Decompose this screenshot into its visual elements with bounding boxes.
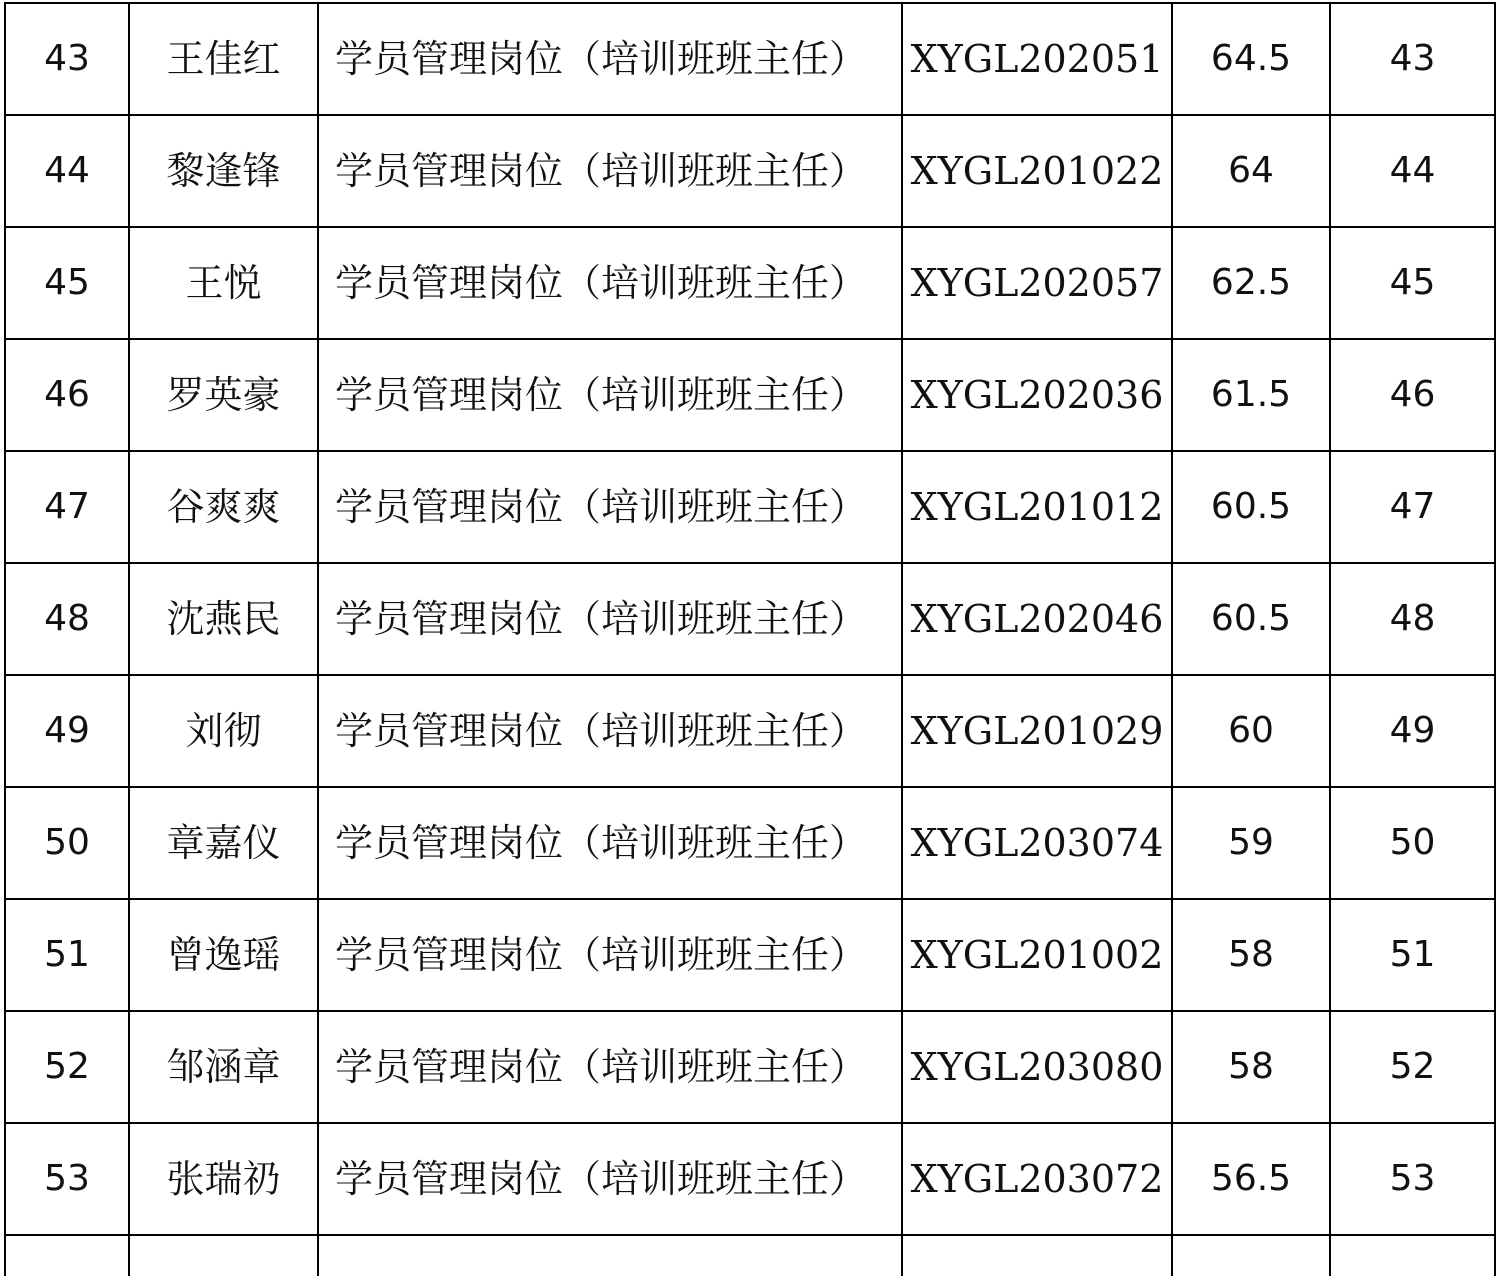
name-cell: 王佳红	[129, 3, 318, 115]
name-cell: 沈燕民	[129, 563, 318, 675]
table-row	[5, 899, 1495, 1011]
table-row	[5, 1123, 1495, 1235]
row-number-cell: 44	[5, 115, 129, 227]
score-cell: 61.5	[1172, 339, 1330, 451]
row-number-cell: 46	[5, 339, 129, 451]
empty-cell	[902, 1235, 1172, 1276]
empty-cell	[5, 1235, 129, 1276]
row-number-cell: 52	[5, 1011, 129, 1123]
exam-code-cell: XYGL201002	[902, 899, 1172, 1011]
rank-cell: 43	[1330, 3, 1495, 115]
exam-code-cell: XYGL201022	[902, 115, 1172, 227]
empty-cell	[1330, 1235, 1495, 1276]
name-cell: 刘彻	[129, 675, 318, 787]
position-cell: 学员管理岗位（培训班班主任）	[318, 115, 902, 227]
table-row	[5, 339, 1495, 451]
exam-code-cell: XYGL203080	[902, 1011, 1172, 1123]
results-table-body	[5, 3, 1495, 1276]
position-cell: 学员管理岗位（培训班班主任）	[318, 227, 902, 339]
row-number-cell: 43	[5, 3, 129, 115]
name-cell: 王悦	[129, 227, 318, 339]
rank-cell: 44	[1330, 115, 1495, 227]
position-cell: 学员管理岗位（培训班班主任）	[318, 675, 902, 787]
position-cell: 学员管理岗位（培训班班主任）	[318, 563, 902, 675]
name-cell: 曾逸瑶	[129, 899, 318, 1011]
position-cell: 学员管理岗位（培训班班主任）	[318, 451, 902, 563]
row-number-cell: 51	[5, 899, 129, 1011]
score-cell: 56.5	[1172, 1123, 1330, 1235]
exam-code-cell: XYGL202046	[902, 563, 1172, 675]
table-row	[5, 451, 1495, 563]
exam-code-cell: XYGL203072	[902, 1123, 1172, 1235]
rank-cell: 49	[1330, 675, 1495, 787]
name-cell: 张瑞礽	[129, 1123, 318, 1235]
name-cell: 罗英豪	[129, 339, 318, 451]
score-cell: 60.5	[1172, 451, 1330, 563]
table-row	[5, 115, 1495, 227]
position-cell: 学员管理岗位（培训班班主任）	[318, 787, 902, 899]
position-cell: 学员管理岗位（培训班班主任）	[318, 1011, 902, 1123]
score-cell: 59	[1172, 787, 1330, 899]
table-row	[5, 1011, 1495, 1123]
rank-cell: 48	[1330, 563, 1495, 675]
score-cell: 60.5	[1172, 563, 1330, 675]
position-cell: 学员管理岗位（培训班班主任）	[318, 339, 902, 451]
empty-cell	[129, 1235, 318, 1276]
row-number-cell: 45	[5, 227, 129, 339]
score-cell: 58	[1172, 899, 1330, 1011]
rank-cell: 51	[1330, 899, 1495, 1011]
rank-cell: 46	[1330, 339, 1495, 451]
name-cell: 黎逢锋	[129, 115, 318, 227]
empty-cell	[318, 1235, 902, 1276]
exam-code-cell: XYGL202036	[902, 339, 1172, 451]
table-row-cut-off	[5, 1235, 1495, 1276]
rank-cell: 50	[1330, 787, 1495, 899]
row-number-cell: 50	[5, 787, 129, 899]
score-cell: 58	[1172, 1011, 1330, 1123]
rank-cell: 47	[1330, 451, 1495, 563]
empty-cell	[1172, 1235, 1330, 1276]
row-number-cell: 48	[5, 563, 129, 675]
rank-cell: 52	[1330, 1011, 1495, 1123]
table-row	[5, 3, 1495, 115]
score-cell: 64	[1172, 115, 1330, 227]
name-cell: 邹涵章	[129, 1011, 318, 1123]
score-cell: 60	[1172, 675, 1330, 787]
table-row	[5, 227, 1495, 339]
position-cell: 学员管理岗位（培训班班主任）	[318, 3, 902, 115]
table-row	[5, 675, 1495, 787]
score-cell: 64.5	[1172, 3, 1330, 115]
name-cell: 谷爽爽	[129, 451, 318, 563]
name-cell: 章嘉仪	[129, 787, 318, 899]
exam-code-cell: XYGL202057	[902, 227, 1172, 339]
rank-cell: 45	[1330, 227, 1495, 339]
exam-code-cell: XYGL203074	[902, 787, 1172, 899]
exam-code-cell: XYGL201029	[902, 675, 1172, 787]
table-row	[5, 563, 1495, 675]
results-table	[4, 2, 1496, 1276]
table-row	[5, 787, 1495, 899]
position-cell: 学员管理岗位（培训班班主任）	[318, 899, 902, 1011]
score-cell: 62.5	[1172, 227, 1330, 339]
rank-cell: 53	[1330, 1123, 1495, 1235]
exam-code-cell: XYGL201012	[902, 451, 1172, 563]
exam-code-cell: XYGL202051	[902, 3, 1172, 115]
position-cell: 学员管理岗位（培训班班主任）	[318, 1123, 902, 1235]
row-number-cell: 47	[5, 451, 129, 563]
row-number-cell: 53	[5, 1123, 129, 1235]
row-number-cell: 49	[5, 675, 129, 787]
